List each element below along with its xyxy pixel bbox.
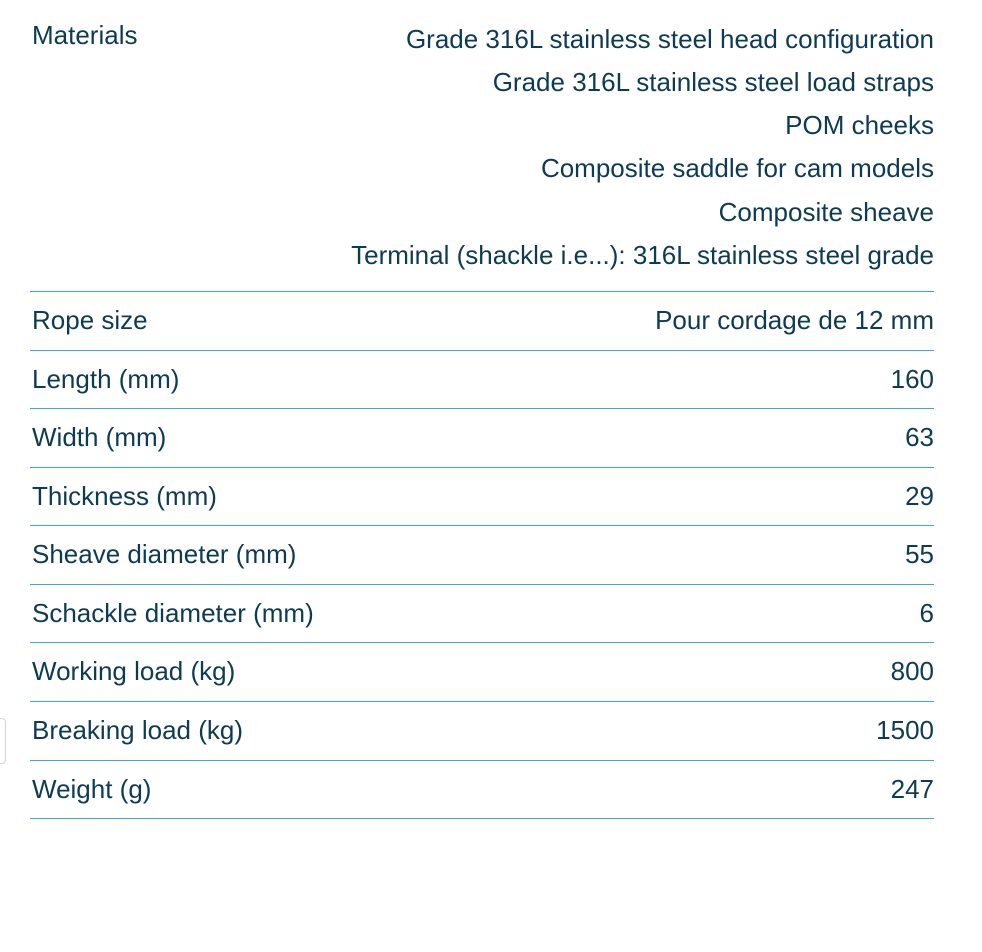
row-value: Pour cordage de 12 mm bbox=[655, 304, 934, 335]
row-label: Weight (g) bbox=[32, 773, 152, 804]
row-value: 29 bbox=[905, 480, 934, 511]
materials-label: Materials bbox=[32, 20, 138, 50]
row-value: 247 bbox=[890, 773, 934, 804]
materials-line: Grade 316L stainless steel head configuration bbox=[405, 24, 934, 54]
table-row bbox=[30, 526, 934, 585]
table-row bbox=[30, 409, 934, 468]
table-row bbox=[30, 585, 934, 644]
row-value: 1500 bbox=[876, 714, 934, 745]
table-row bbox=[30, 643, 934, 702]
table-row bbox=[30, 468, 934, 527]
table-row bbox=[30, 292, 934, 351]
materials-line: Composite sheave bbox=[718, 196, 934, 227]
table-row bbox=[30, 0, 934, 292]
materials-line: Terminal (shackle i.e...): 316L stainless steel grade bbox=[351, 239, 934, 270]
row-label: Thickness (mm) bbox=[32, 480, 217, 511]
row-label: Working load (kg) bbox=[32, 656, 236, 687]
materials-value bbox=[137, 18, 934, 277]
row-label: Rope size bbox=[32, 304, 148, 335]
materials-line: Grade 316L stainless steel load straps bbox=[492, 67, 934, 98]
clipped-edge-control[interactable] bbox=[0, 718, 6, 764]
row-value: 800 bbox=[890, 656, 934, 687]
table-row bbox=[30, 702, 934, 761]
row-label: Length (mm) bbox=[32, 363, 180, 394]
materials-line: POM cheeks bbox=[785, 110, 934, 141]
row-label: Schackle diameter (mm) bbox=[32, 597, 314, 628]
row-value: 160 bbox=[890, 363, 934, 394]
materials-line: Composite saddle for cam models bbox=[540, 153, 934, 184]
row-value: 6 bbox=[919, 597, 934, 628]
table-row bbox=[30, 351, 934, 410]
row-value: 63 bbox=[905, 422, 934, 453]
row-label: Sheave diameter (mm) bbox=[32, 539, 297, 570]
table-row bbox=[30, 761, 934, 820]
row-label: Breaking load (kg) bbox=[32, 714, 243, 745]
row-value: 55 bbox=[905, 539, 934, 570]
row-label: Width (mm) bbox=[32, 422, 167, 453]
